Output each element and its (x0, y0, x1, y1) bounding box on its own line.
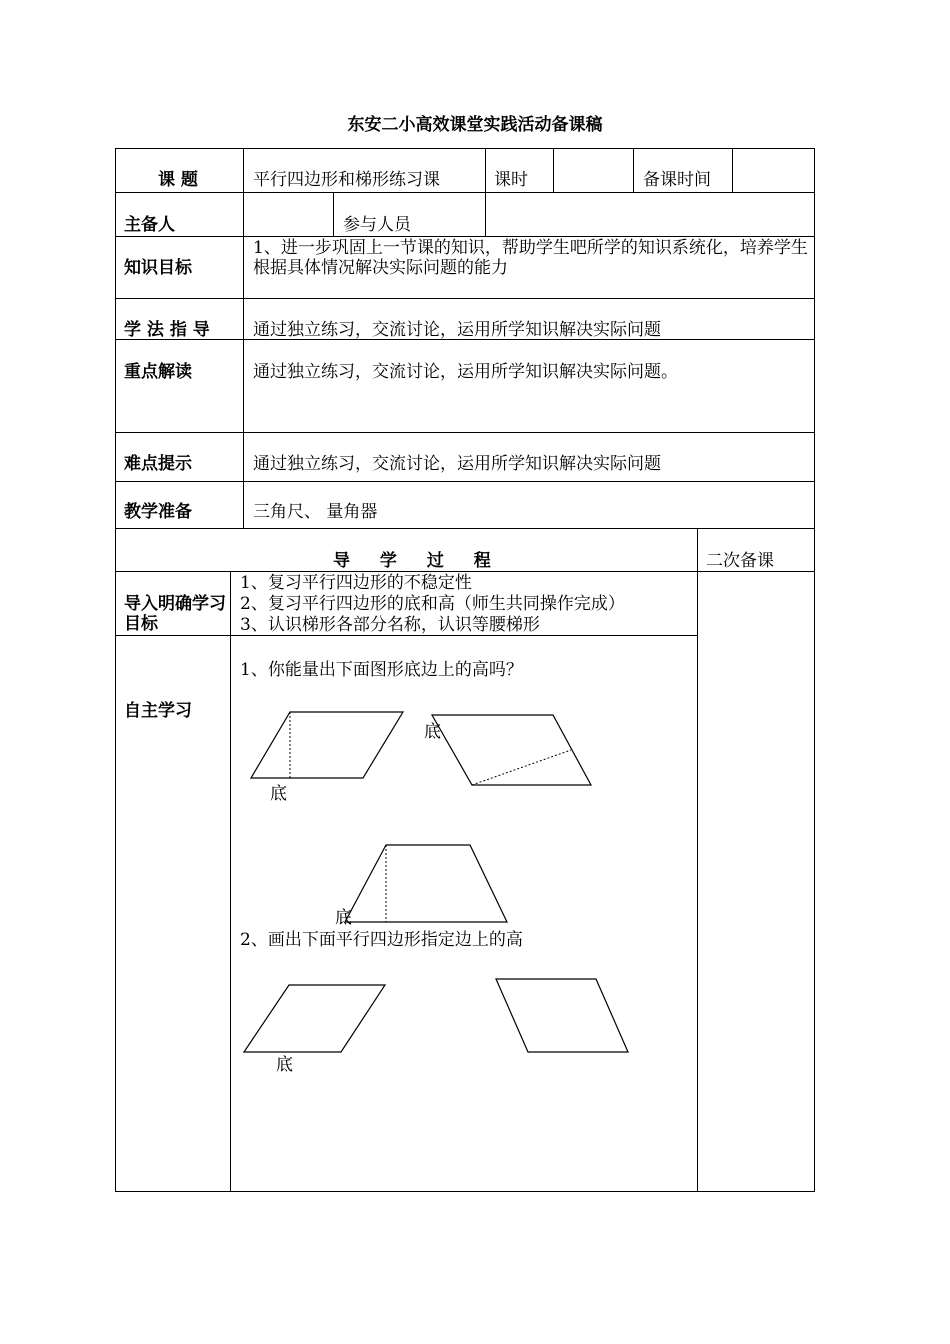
trapezoid (345, 845, 507, 922)
base-label-2: 底 (424, 722, 441, 742)
intro-item-3: 3、认识梯形各部分名称，认识等腰梯形 (240, 615, 540, 635)
intro-goal-label: 导入明确学习目标 (124, 594, 226, 634)
knowledge-goal-label: 知识目标 (124, 258, 192, 278)
question-1: 1、你能量出下面图形底边上的高吗？ (240, 660, 523, 680)
topic-value: 平行四边形和梯形练习课 (253, 170, 440, 190)
prep-time-label: 备课时间 (643, 170, 711, 190)
question-2: 2、画出下面平行四边形指定边上的高 (240, 930, 523, 950)
method-label: 学 法 指 导 (124, 320, 210, 340)
topic-label: 课 题 (158, 170, 198, 190)
self-study-label: 自主学习 (124, 701, 192, 721)
intro-item-2: 2、复习平行四边形的底和高（师生共同操作完成） (240, 594, 625, 614)
document-title: 东安二小高效课堂实践活动备课稿 (347, 115, 603, 135)
teaching-prep-label: 教学准备 (124, 502, 192, 522)
process-heading: 导 学 过 程 (333, 551, 503, 571)
base-label-4: 底 (276, 1055, 293, 1075)
parallelogram-1 (251, 712, 403, 778)
knowledge-goal-value: 1、进一步巩固上一节课的知识，帮助学生吧所学的知识系统化，培养学生根据具体情况解决实际问题的能力 (253, 238, 808, 278)
base-label-1: 底 (270, 784, 287, 804)
difficulty-value: 通过独立练习，交流讨论，运用所学知识解决实际问题 (253, 454, 661, 474)
parallelogram-4 (496, 979, 628, 1052)
parallelogram-3 (244, 985, 385, 1052)
period-label: 课时 (494, 170, 528, 190)
method-value: 通过独立练习，交流讨论，运用所学知识解决实际问题 (253, 320, 661, 340)
teaching-prep-value: 三角尺、 量角器 (253, 502, 378, 522)
intro-item-1: 1、复习平行四边形的不稳定性 (240, 573, 472, 593)
second-prep-label: 二次备课 (706, 551, 774, 571)
participants-label: 参与人员 (343, 215, 411, 235)
key-point-label: 重点解读 (124, 362, 192, 382)
base-label-3: 底 (335, 908, 352, 928)
key-point-value: 通过独立练习，交流讨论，运用所学知识解决实际问题。 (253, 362, 678, 382)
difficulty-label: 难点提示 (124, 454, 192, 474)
main-preparer-label: 主备人 (124, 215, 175, 235)
parallelogram-2 (432, 715, 591, 785)
